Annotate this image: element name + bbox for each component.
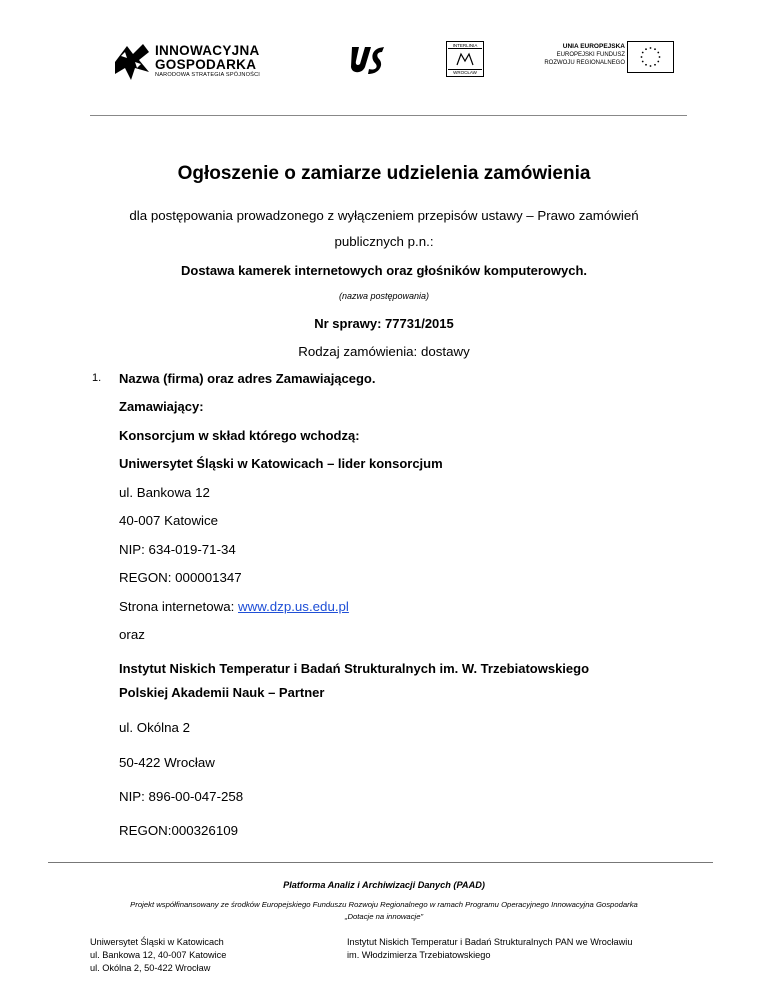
partner-regon: REGON:000326109 (119, 823, 239, 838)
eu-star (642, 61, 644, 63)
eu-logo-line1: UNIA EUROPEJSKA (562, 43, 625, 50)
eu-star (641, 56, 643, 58)
leader-city: 40-007 Katowice (119, 513, 219, 528)
leader-street: ul. Bankowa 12 (119, 485, 210, 500)
subtitle-line2: publicznych p.n.: (334, 234, 434, 249)
leader-regon: REGON: 000001347 (119, 570, 242, 585)
partner-city: 50-422 Wrocław (119, 755, 215, 770)
footer-left-line2: ul. Bankowa 12, 40-007 Katowice (90, 950, 227, 960)
website-label: Strona internetowa: (119, 599, 239, 614)
procurement-subject: Dostawa kamerek internetowych oraz głośników komputerowych. (181, 263, 587, 278)
subject-note: (nazwa postępowania) (338, 291, 430, 301)
leader-name: Uniwersytet Śląski w Katowicach – lider konsorcjum (119, 456, 443, 471)
eu-star (654, 48, 656, 50)
subtitle-line1: dla postępowania prowadzonego z wyłączeniem przepisów ustawy – Prawo zamówień (129, 208, 639, 223)
footer-left-line3: ul. Okólna 2, 50-422 Wrocław (90, 963, 211, 973)
consortium-label: Konsorcjum w skład którego wchodzą: (119, 428, 360, 443)
interlinia-logo (446, 41, 484, 77)
interlinia-emblem-icon (456, 52, 474, 66)
footer-note-line2: „Dotacje na innowacje” (344, 912, 424, 921)
partner-name-line1: Instytut Niskich Temperatur i Badań Strukturalnych im. W. Trzebiatowskiego (119, 661, 590, 676)
interlinia-logo-top: INTERLINIA (448, 43, 482, 49)
eu-star (657, 61, 659, 63)
innowacyjna-gospodarka-logo (113, 40, 273, 84)
leader-nip: NIP: 634-019-71-34 (119, 542, 236, 557)
footer-left-address (90, 936, 226, 975)
eu-star (642, 52, 644, 54)
page-title: Ogłoszenie o zamiarze udzielenia zamówienia (177, 163, 591, 184)
eu-star (654, 64, 656, 66)
oraz-text: oraz (119, 627, 145, 642)
footer-note-line1: Projekt współfinansowany ze środków Europejskiego Funduszu Rozwoju Regionalnego w ramach Programu Operacyjnego Innowacyjna Gospodarka (130, 900, 638, 909)
zamawiajacy-label: Zamawiający: (119, 399, 204, 414)
footer-right-line2: im. Włodzimierza Trzebiatowskiego (347, 950, 491, 960)
section-number: 1. (92, 372, 102, 384)
order-type: Rodzaj zamówienia: dostawy (298, 344, 470, 359)
ig-logo-line1: INNOWACYJNA (155, 43, 260, 58)
eu-logo-line2: EUROPEJSKI FUNDUSZ (556, 52, 625, 58)
eu-star (659, 56, 661, 58)
eu-logo-line3: ROZWOJU REGIONALNEGO (544, 60, 625, 66)
footer-title: Platforma Analiz i Archiwizacji Danych (PAAD) (283, 880, 485, 890)
footer-right-line1: Instytut Niskich Temperatur i Badań Strukturalnych PAN we Wrocławiu (347, 937, 633, 947)
footer-right-address (347, 936, 632, 962)
header-divider (90, 115, 687, 116)
eu-star (650, 65, 652, 67)
eu-star (645, 64, 647, 66)
website-line (119, 599, 349, 614)
us-logo (349, 43, 385, 76)
footer-left-line1: Uniwersytet Śląski w Katowicach (90, 937, 224, 947)
eu-logo-text (530, 43, 625, 67)
eu-flag-icon (627, 41, 674, 73)
website-link[interactable]: www.dzp.us.edu.pl (238, 599, 349, 614)
partner-name-line2: Polskiej Akademii Nauk – Partner (119, 685, 325, 700)
ig-logo-line3: NARODOWA STRATEGIA SPÓJNOŚCI (155, 72, 261, 78)
eu-star (650, 47, 652, 49)
eu-star (657, 52, 659, 54)
ig-logo-line2: GOSPODARKA (155, 57, 257, 72)
footer-divider (48, 862, 713, 863)
section-heading: Nazwa (firma) oraz adres Zamawiającego. (119, 371, 376, 386)
us-logo-icon (349, 43, 385, 76)
partner-street: ul. Okólna 2 (119, 720, 190, 735)
ig-emblem-icon (113, 42, 151, 82)
case-number: Nr sprawy: 77731/2015 (314, 316, 454, 331)
interlinia-logo-bottom: WROCŁAW (448, 69, 482, 75)
partner-nip: NIP: 896-00-047-258 (119, 789, 244, 804)
eu-star (645, 48, 647, 50)
